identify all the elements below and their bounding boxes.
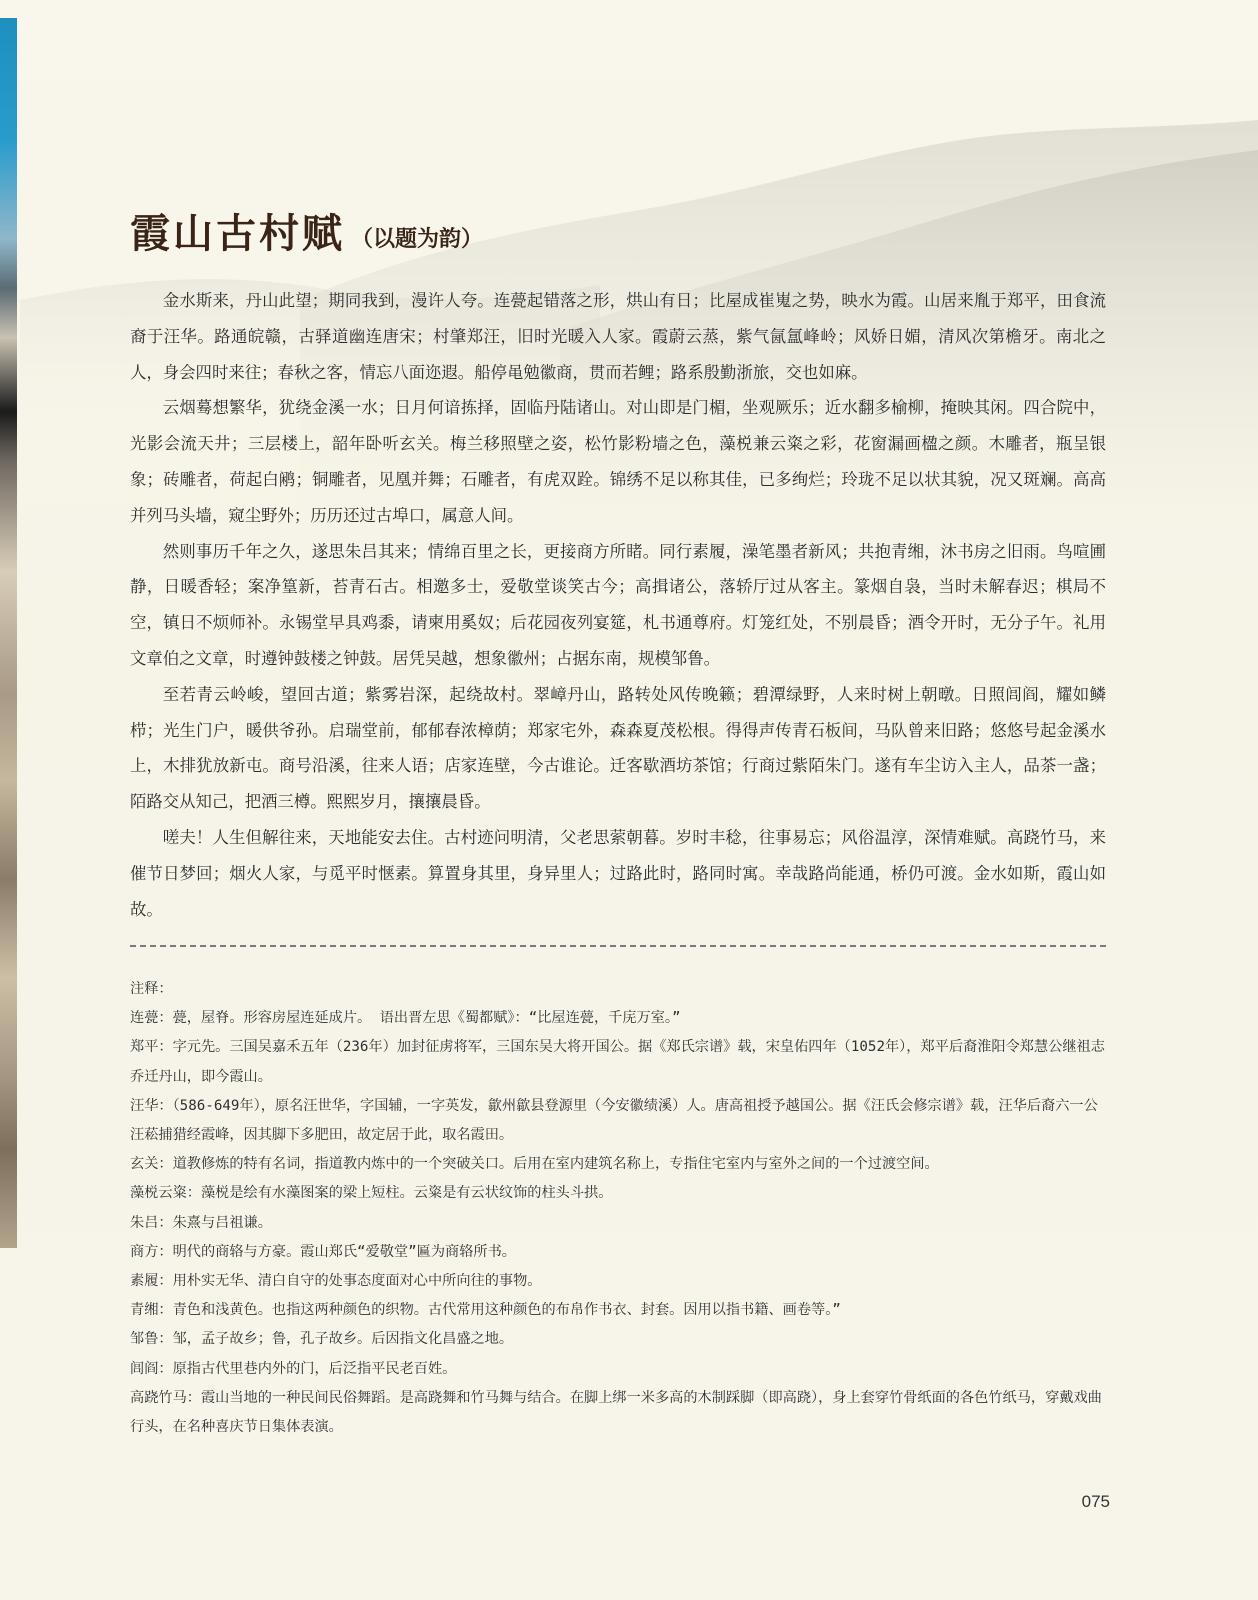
note-item: 连甍：甍，屋脊。形容房屋连延成片。 语出晋左思《蜀都赋》：“比屋连甍，千庑万室。” [130,1010,681,1027]
paragraph: 金水斯来，丹山此望；期同我到，漫许人夸。连甍起错落之形，烘山有日；比屋成崔嵬之势，映水为霞。山居来胤于郑平，田食流裔于汪华。路通皖赣，古驿道幽连唐宋；村肇郑汪，旧时光暖入人家。霞蔚云蒸，紫气氤氲峰岭；风娇日媚，清风次第檐牙。南北之人，身会四时来往；春秋之客，情忘八面迩遐。船停黾勉徽商，贯而若鲤；路系殷勤浙旅，交也如麻。 [130,291,1106,382]
paragraph: 云烟蓦想繁华，犹绕金溪一水；日月何谙拣择，固临丹陆诸山。对山即是门楣，坐观厥乐；近水翻多榆柳，掩映其闲。四合院中，光影会流天井；三层楼上，韶年卧听玄关。梅兰移照壁之姿，松竹影粉墙之色，藻棁兼云粢之彩，花窗漏画楹之颜。木雕者，瓶呈银象；砖雕者，荷起白鹇；铜雕者，见凰并舞；石雕者，有虎双跧。锦绣不足以称其佳，已多绚烂；玲珑不足以状其貌，况又斑斓。高高并列马头墙，窥尘野外；历历还过古埠口，属意人间。 [130,398,1106,525]
note-item: 商方：明代的商辂与方豪。霞山郑氏“爱敬堂”匾为商辂所书。 [130,1243,516,1260]
paragraph: 嗟夫！人生但解往来，天地能安去住。古村迹问明清，父老思萦朝暮。岁时丰稔，往事易忘；风俗温淳，深情难赋。高跷竹马，来催节日梦回；烟火人家，与觅平时惬素。算置身其里，身异里人；过路此时，路同时寓。幸哉路尚能通，桥仍可渡。金水如斯，霞山如故。 [130,827,1106,919]
note-item: 藻棁云粢：藻棁是绘有水藻图案的梁上短柱。云粢是有云状纹饰的柱头斗拱。 [130,1185,613,1202]
note-item: 郑平：字元先。三国吴嘉禾五年（236年）加封征虏将军，三国东吴大将开国公。据《郑氏宗谱》载，宋皇佑四年（1052年），郑平后裔淮阳令郑慧公继祖志乔迁丹山，即今霞山。 [130,1039,1105,1085]
annotations [130,975,1106,1442]
page-subtitle: （以题为韵） [351,226,484,252]
note-item: 朱吕：朱熹与吕祖谦。 [130,1214,272,1231]
note-item: 玄关：道教修炼的特有名词，指道教内炼中的一个突破关口。后用在室内建筑名称上，专指住宅室内与室外之间的一个过渡空间。 [130,1156,939,1173]
note-item: 邹鲁：邹，孟子故乡；鲁，孔子故乡。后因指文化昌盛之地。 [130,1331,514,1348]
paragraph: 至若青云岭峻，望回古道；紫雾岩深，起绕故村。翠嶂丹山，路转处风传晚籁；碧潭绿野，人来时树上朝暾。日照闾阎，耀如鳞栉；光生门户，暖供爷孙。启瑞堂前，郁郁春浓樟荫；郑家宅外，森森夏茂松根。得得声传青石板间，马队曾来旧路；悠悠号起金溪水上，木排犹放新屯。商号沿溪，往来人语；店家连壁，今古谁论。迁客歇酒坊茶馆；行商过紫陌朱门。遂有车尘访入主人，品茶一盏；陌路交从知己，把酒三樽。熙熙岁月，攘攘晨昏。 [130,684,1106,812]
page-title: 霞山古村赋 [130,210,345,257]
side-photo-strip [0,18,17,1248]
dashed-divider [130,945,1106,947]
note-item: 汪华：（586-649年），原名汪世华，字国辅，一字英发，歙州歙县登源里（今安徽绩溪）人。唐高祖授予越国公。据《汪氏会修宗谱》载，汪华后裔六一公汪菘捕猎经霞峰，因其脚下多肥田，故定居于此，取名霞田。 [130,1097,1098,1144]
fu-body [130,283,1106,927]
notes-heading: 注释： [130,981,173,997]
note-item: 青缃：青色和浅黄色。也指这两种颜色的织物。古代常用这种颜色的布帛作书衣、封套。因用以指书籍、画卷等。” [130,1302,841,1319]
page-number: 075 [1081,1492,1110,1511]
note-item: 闾阎：原指古代里巷内外的门，后泛指平民老百姓。 [130,1360,457,1377]
title-block [130,205,483,259]
note-item: 高跷竹马：霞山当地的一种民间民俗舞蹈。是高跷舞和竹马舞与结合。在脚上绑一米多高的木制踩脚（即高跷），身上套穿竹骨纸面的各色竹纸马，穿戴戏曲行头，在名种喜庆节日集体表演。 [130,1389,1102,1436]
paragraph: 然则事历千年之久，遂思朱吕其来；情绵百里之长，更接商方所睹。同行素履，澡笔墨者新风；共抱青缃，沐书房之旧雨。鸟喧圃静，日暖香轻；案净篁新，苔青石古。相邀多士，爱敬堂谈笑古今；高揖诸公，落轿厅过从客主。篆烟自袅，当时未解春迟；棋局不空，镇日不烦师补。永锡堂早具鸡黍，请柬用奚奴；后花园夜列宴筵，札书通尊府。灯笼红处，不别晨昏；酒令开时，无分子午。礼用文章伯之文章，时遵钟鼓楼之钟鼓。居凭吴越，想象徽州；占据东南，规模邹鲁。 [130,541,1106,668]
note-item: 素履：用朴实无华、清白自守的处事态度面对心中所向往的事物。 [130,1273,542,1290]
